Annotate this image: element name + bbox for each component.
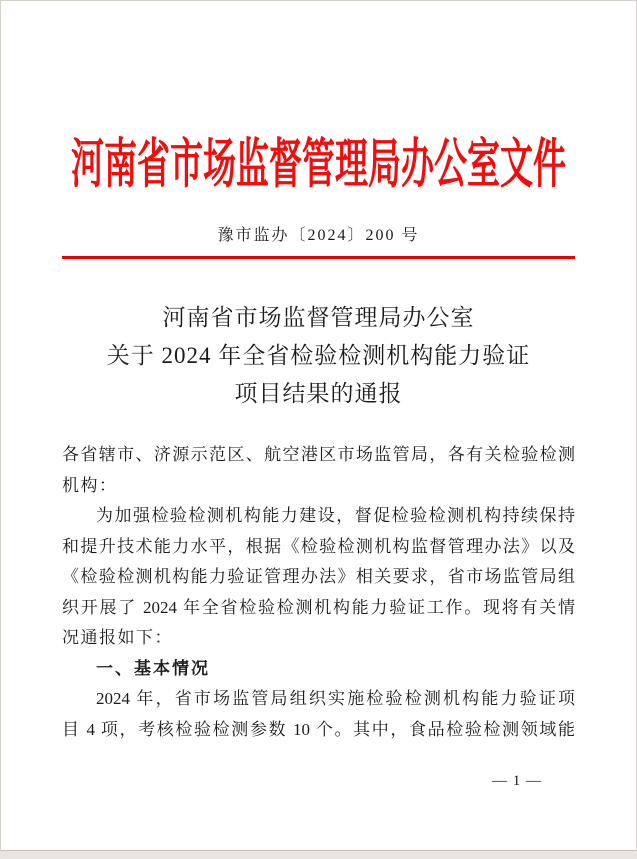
body-line: 目 4 项，考核检验检测参数 10 个。其中，食品检验检测领域能 xyxy=(62,719,575,739)
document-header-title: 河南省市场监督管理局办公室文件 xyxy=(71,136,566,196)
body-line: 织开展了 2024 年全省检验检测机构能力验证工作。现将有关情 xyxy=(62,597,575,617)
title-line-1: 河南省市场监督管理局办公室 xyxy=(162,305,475,330)
red-separator-line xyxy=(62,256,575,259)
body-line: 2024 年，省市场监管局组织实施检验检测机构能力验证项 xyxy=(96,689,575,708)
body-line: 和提升技术能力水平，根据《检验检测机构监督管理办法》以及 xyxy=(62,536,575,556)
body-line: 为加强检验检测机构能力建设，督促检验检测机构持续保持 xyxy=(96,506,575,525)
page-number: — 1 — xyxy=(492,773,542,789)
doc-number: 豫市监办〔2024〕200 号 xyxy=(217,227,420,244)
document-title xyxy=(1,299,636,413)
section-heading: 一、基本情况 xyxy=(96,658,210,678)
title-line-3: 项目结果的通报 xyxy=(234,381,403,406)
title-line-2: 关于 2024 年全省检验检测机构能力验证 xyxy=(106,343,531,368)
body-line: 各省辖市、济源示范区、航空港区市场监管局，各有关检验检测 xyxy=(62,445,575,464)
body-line: 况通报如下： xyxy=(62,628,173,647)
document-body xyxy=(62,440,575,745)
body-line: 机构： xyxy=(62,475,118,495)
body-line: 《检验检测机构能力验证管理办法》相关要求，省市场监管局组 xyxy=(62,567,575,586)
